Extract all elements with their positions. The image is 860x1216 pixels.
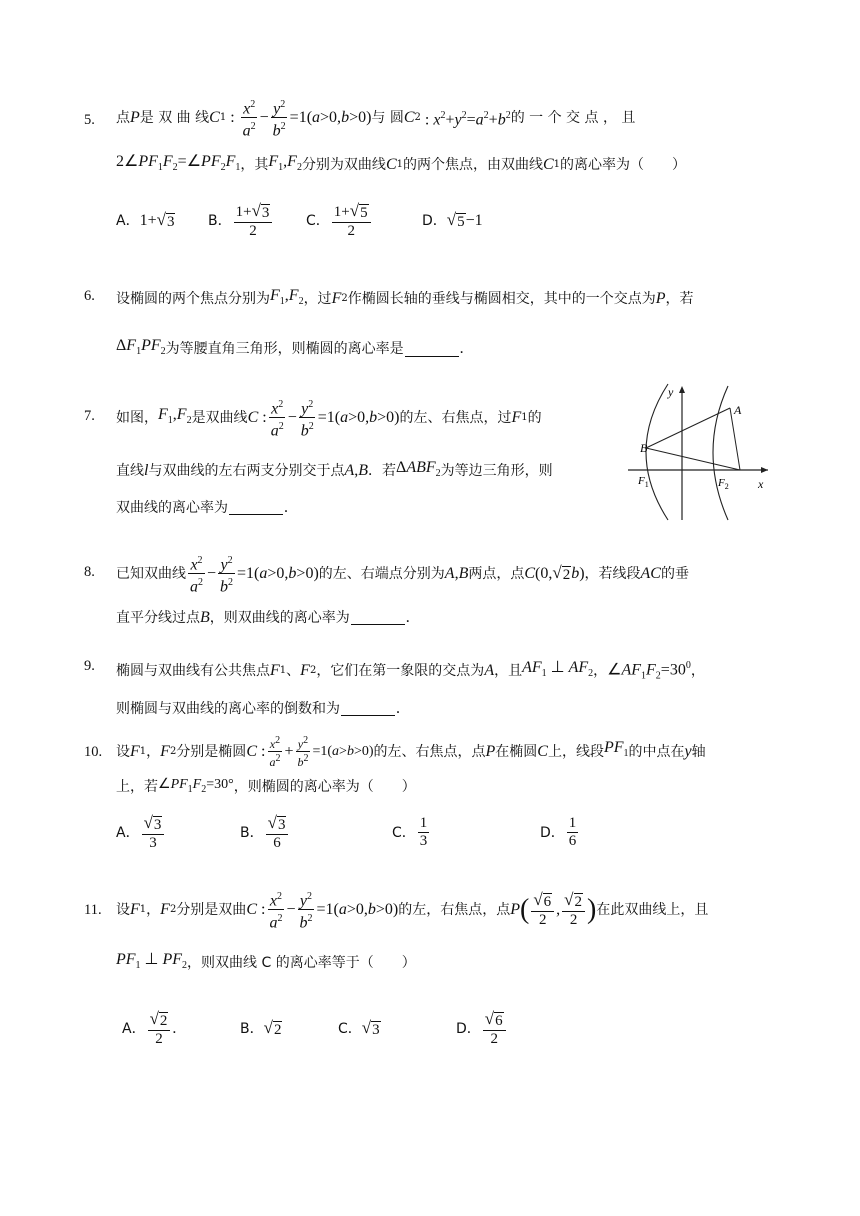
option-b[interactable]: B． 1+ √ 3 2	[208, 202, 306, 240]
q11-line-2: $PF_1$ ⊥ $PF_2$ ，则双曲线 C 的离心率等于（ ）	[116, 950, 416, 971]
question-10	[84, 734, 784, 852]
line-l	[646, 408, 730, 448]
option-d[interactable]: D． √ 6 2	[456, 1010, 508, 1048]
q7-line-2: 直线 l 与双曲线的左右两支分别交于点 A,B ．若 $\Delta ABF_2$ 为等边三角形，则	[116, 458, 553, 479]
option-b[interactable]: B． √ 2	[240, 1017, 282, 1038]
formula-fraction: $\frac{x^2}{a^2}$	[267, 888, 284, 932]
option-c[interactable]: C． √ 3	[338, 1017, 380, 1038]
q9-line-1: 椭圆与双曲线有公共焦点 F 1 、 F 2 ，它们在第一象限的交点为 A ，且 $AF_1$ ⊥ $AF_2$ ， $\angle AF_1F_2=30^0$ ，	[116, 659, 705, 682]
question-number: 10.	[84, 744, 103, 760]
q11-options	[122, 1010, 784, 1048]
formula-fraction: $\frac{y^2}{b^2}$	[299, 396, 316, 440]
option-d[interactable]: D． $\frac{1}{6}$	[540, 815, 577, 850]
question-number: 11.	[84, 902, 102, 918]
option-d[interactable]: D． √ 5 −1	[422, 209, 483, 230]
point-b-label: B	[640, 441, 648, 455]
option-c[interactable]: C． $\frac{1}{3}$	[392, 815, 428, 850]
f2-label: $F_2$	[718, 477, 729, 491]
q8-line-1: 已知双曲线 $\frac{x^2}{a^2}$ − $\frac{y^2}{b^2}$ =1(a>0,b>0) 的左、右端点分别为 A,B 两点，点 C(0, √ 2 b) ，若线段 AC 的垂	[116, 552, 784, 596]
formula-fraction: $\frac{x^2}{a^2}$	[241, 96, 258, 140]
answer-blank[interactable]	[351, 610, 405, 625]
formula-fraction: $\frac{y^2}{b^2}$	[297, 735, 309, 769]
q11-line-1: 设 F 1 ， F 2 分别是双曲 C : $\frac{x^2}{a^2}$ − $\frac{y^2}{b^2}$ =1(a>0,b>0) 的左，右焦点，点 P ( √ 6 2 , √ 2 2 ) 在此双曲线上，且	[116, 889, 709, 932]
hyperbola-figure	[622, 380, 774, 522]
question-9	[84, 656, 784, 719]
question-5	[84, 96, 784, 240]
q7-line-1: 如图， $F_1,F_2$ 是双曲线 C : $\frac{x^2}{a^2}$ − $\frac{y^2}{b^2}$ =1(a>0,b>0) 的左、右焦点，过 F 1 的	[116, 396, 784, 440]
question-number: 6.	[84, 288, 95, 304]
question-number: 9.	[84, 658, 95, 674]
answer-blank[interactable]	[341, 701, 395, 716]
q7-line-3: 双曲线的离心率为 .	[116, 498, 288, 516]
q10-line-2: 上，若 $\angle PF_1F_2=30^\circ$ ，则椭圆的离心率为（ ）	[116, 777, 416, 796]
formula-fraction: $\frac{x^2}{a^2}$	[269, 735, 281, 769]
x-axis-arrow	[761, 467, 768, 473]
question-number: 8.	[84, 564, 95, 580]
question-6	[84, 286, 784, 362]
option-a[interactable]: A． 1+ √ 3	[116, 209, 175, 230]
formula-fraction: $\frac{y^2}{b^2}$	[218, 552, 235, 596]
f1-label: $F_1$	[638, 475, 649, 489]
q10-options	[116, 814, 784, 852]
option-a[interactable]: A． √ 2 2 .	[122, 1008, 177, 1047]
q9-line-2: 则椭圆与双曲线的离心率的倒数和为 .	[116, 699, 400, 717]
question-11	[84, 888, 784, 1048]
formula-fraction: $\frac{y^2}{b^2}$	[297, 888, 314, 932]
q5-options	[116, 202, 784, 240]
q6-line-1: 设椭圆的两个焦点分别为 $F_1,F_2$ ，过 F 2 作椭圆长轴的垂线与椭圆相交，其中的一个交点为 P ，若	[116, 287, 694, 308]
formula-fraction: $\frac{x^2}{a^2}$	[269, 396, 286, 440]
segment-af2	[730, 408, 740, 470]
point-a-label: A	[734, 403, 742, 417]
question-8	[84, 552, 784, 628]
option-a[interactable]: A． √ 3 3	[116, 814, 240, 852]
answer-blank[interactable]	[405, 342, 459, 357]
answer-blank[interactable]	[229, 500, 283, 515]
y-label: y	[668, 385, 674, 399]
x-label: x	[758, 477, 764, 491]
formula-fraction: $\frac{x^2}{a^2}$	[188, 552, 205, 596]
question-number: 7.	[84, 408, 95, 424]
q8-line-2: 直平分线过点 B ，则双曲线的离心率为 .	[116, 608, 410, 626]
right-branch	[713, 386, 728, 520]
formula-fraction: $\frac{y^2}{b^2}$	[271, 96, 288, 140]
q10-line-1: 设 F 1 ， F 2 分别是椭圆 C : $\frac{x^2}{a^2}$ + $\frac{y^2}{b^2}$ =1(a>b>0) 的左、右焦点，点 P 在椭圆 C 上，线段 $PF_1$ 的中点在 y 轴	[116, 735, 706, 769]
q5-line-1: 点 P 是 双 曲 线 C 1 : $\frac{x^2}{a^2}$ − $\frac{y^2}{b^2}$ =1(a>0,b>0) 与 圆 C 2 : $x^2+y^2=a^2+b^2$ 的 一 个 交 点 ， 且	[116, 96, 784, 140]
segment-bf2	[646, 448, 740, 470]
q5-line-2: $2\angle PF_1F_2=\angle PF_2F_1$ ，其 $F_1,F_2$ 分别为双曲线 C 1 的两个焦点，由双曲线 C 1 的离心率为（ ）	[116, 152, 687, 173]
question-number: 5.	[84, 112, 95, 128]
option-b[interactable]: B． √ 3 6	[240, 814, 392, 852]
y-axis-arrow	[679, 386, 685, 393]
option-c[interactable]: C． 1+ √ 5 2	[306, 202, 422, 240]
q6-line-2: $\Delta F_1PF_2$ 为等腰直角三角形，则椭圆的离心率是 .	[116, 337, 464, 358]
